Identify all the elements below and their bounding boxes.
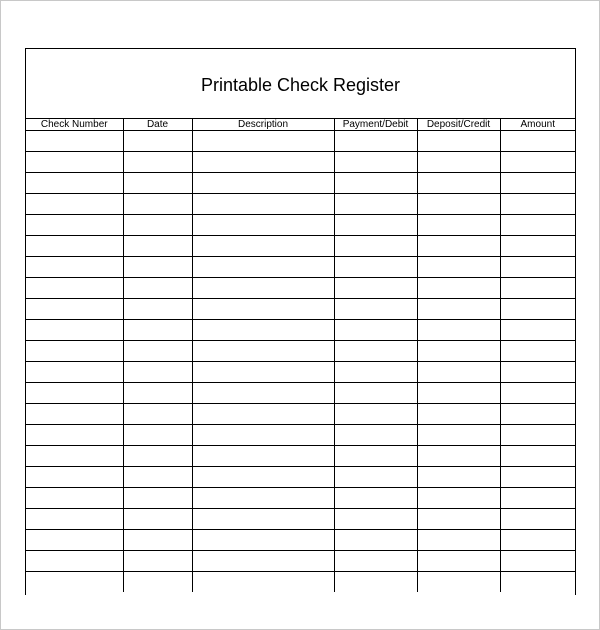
cell-amount bbox=[500, 467, 575, 488]
cell-check-number bbox=[26, 467, 123, 488]
table-row bbox=[26, 194, 575, 215]
table-row bbox=[26, 551, 575, 572]
column-header-amount: Amount bbox=[500, 119, 575, 131]
register-body bbox=[26, 131, 575, 593]
cell-payment-debit bbox=[334, 446, 417, 467]
table-row bbox=[26, 236, 575, 257]
cell-date bbox=[123, 488, 192, 509]
cell-check-number bbox=[26, 194, 123, 215]
cell-date bbox=[123, 257, 192, 278]
cell-deposit-credit bbox=[417, 362, 500, 383]
table-row bbox=[26, 530, 575, 551]
cell-description bbox=[192, 362, 334, 383]
table-row bbox=[26, 446, 575, 467]
cell-deposit-credit bbox=[417, 383, 500, 404]
table-row bbox=[26, 215, 575, 236]
table-row bbox=[26, 278, 575, 299]
table-row bbox=[26, 467, 575, 488]
cell-payment-debit bbox=[334, 152, 417, 173]
cell-check-number bbox=[26, 551, 123, 572]
check-register bbox=[25, 48, 576, 595]
cell-amount bbox=[500, 530, 575, 551]
cell-deposit-credit bbox=[417, 152, 500, 173]
cell-description bbox=[192, 194, 334, 215]
cell-description bbox=[192, 278, 334, 299]
cell-amount bbox=[500, 341, 575, 362]
table-row bbox=[26, 299, 575, 320]
cell-payment-debit bbox=[334, 257, 417, 278]
cell-amount bbox=[500, 488, 575, 509]
cell-description bbox=[192, 173, 334, 194]
cell-check-number bbox=[26, 257, 123, 278]
table-row bbox=[26, 404, 575, 425]
cell-date bbox=[123, 551, 192, 572]
cell-deposit-credit bbox=[417, 509, 500, 530]
cell-payment-debit bbox=[334, 236, 417, 257]
cell-deposit-credit bbox=[417, 404, 500, 425]
cell-check-number bbox=[26, 320, 123, 341]
cell-payment-debit bbox=[334, 131, 417, 152]
cell-description bbox=[192, 299, 334, 320]
cell-payment-debit bbox=[334, 299, 417, 320]
cell-amount bbox=[500, 299, 575, 320]
cell-date bbox=[123, 404, 192, 425]
cell-deposit-credit bbox=[417, 299, 500, 320]
cell-amount bbox=[500, 362, 575, 383]
cell-date bbox=[123, 131, 192, 152]
cell-deposit-credit bbox=[417, 215, 500, 236]
cell-check-number bbox=[26, 236, 123, 257]
cell-check-number bbox=[26, 278, 123, 299]
cell-deposit-credit bbox=[417, 341, 500, 362]
cell-amount bbox=[500, 404, 575, 425]
cell-date bbox=[123, 236, 192, 257]
cell-deposit-credit bbox=[417, 446, 500, 467]
cell-payment-debit bbox=[334, 488, 417, 509]
cell-amount bbox=[500, 320, 575, 341]
cell-payment-debit bbox=[334, 341, 417, 362]
cell-date bbox=[123, 509, 192, 530]
cell-amount bbox=[500, 446, 575, 467]
cell-date bbox=[123, 530, 192, 551]
column-header-deposit-credit: Deposit/Credit bbox=[417, 119, 500, 131]
cell-check-number bbox=[26, 215, 123, 236]
cell-check-number bbox=[26, 341, 123, 362]
cell-date bbox=[123, 467, 192, 488]
cell-amount bbox=[500, 152, 575, 173]
cell-description bbox=[192, 131, 334, 152]
table-row bbox=[26, 257, 575, 278]
cell-check-number bbox=[26, 173, 123, 194]
cell-date bbox=[123, 152, 192, 173]
cell-amount bbox=[500, 425, 575, 446]
cell-description bbox=[192, 257, 334, 278]
cell-check-number bbox=[26, 530, 123, 551]
cell-date bbox=[123, 425, 192, 446]
cell-description bbox=[192, 215, 334, 236]
cell-amount bbox=[500, 278, 575, 299]
title-area bbox=[26, 49, 575, 118]
cell-date bbox=[123, 299, 192, 320]
cell-deposit-credit bbox=[417, 572, 500, 593]
cell-check-number bbox=[26, 131, 123, 152]
cell-payment-debit bbox=[334, 278, 417, 299]
cell-check-number bbox=[26, 488, 123, 509]
header-row bbox=[26, 119, 575, 131]
cell-check-number bbox=[26, 446, 123, 467]
cell-date bbox=[123, 446, 192, 467]
cell-check-number bbox=[26, 425, 123, 446]
cell-date bbox=[123, 320, 192, 341]
cell-check-number bbox=[26, 299, 123, 320]
cell-description bbox=[192, 383, 334, 404]
table-row bbox=[26, 341, 575, 362]
table-row bbox=[26, 509, 575, 530]
cell-deposit-credit bbox=[417, 425, 500, 446]
cell-description bbox=[192, 572, 334, 593]
cell-amount bbox=[500, 173, 575, 194]
cell-check-number bbox=[26, 383, 123, 404]
table-row bbox=[26, 131, 575, 152]
cell-amount bbox=[500, 383, 575, 404]
cell-description bbox=[192, 488, 334, 509]
cell-deposit-credit bbox=[417, 551, 500, 572]
cell-check-number bbox=[26, 404, 123, 425]
cell-payment-debit bbox=[334, 215, 417, 236]
cell-date bbox=[123, 572, 192, 593]
cell-description bbox=[192, 236, 334, 257]
register-table bbox=[26, 118, 575, 592]
cell-description bbox=[192, 509, 334, 530]
cell-amount bbox=[500, 215, 575, 236]
cell-deposit-credit bbox=[417, 236, 500, 257]
cell-description bbox=[192, 404, 334, 425]
cell-deposit-credit bbox=[417, 467, 500, 488]
table-row bbox=[26, 425, 575, 446]
column-header-check-number: Check Number bbox=[26, 119, 123, 131]
table-row bbox=[26, 320, 575, 341]
cell-date bbox=[123, 383, 192, 404]
cell-deposit-credit bbox=[417, 257, 500, 278]
table-row bbox=[26, 572, 575, 593]
cell-check-number bbox=[26, 362, 123, 383]
cell-date bbox=[123, 194, 192, 215]
cell-amount bbox=[500, 551, 575, 572]
cell-description bbox=[192, 152, 334, 173]
cell-amount bbox=[500, 194, 575, 215]
cell-date bbox=[123, 278, 192, 299]
cell-check-number bbox=[26, 572, 123, 593]
cell-deposit-credit bbox=[417, 488, 500, 509]
cell-amount bbox=[500, 236, 575, 257]
cell-amount bbox=[500, 509, 575, 530]
column-header-description: Description bbox=[192, 119, 334, 131]
cell-payment-debit bbox=[334, 467, 417, 488]
table-row bbox=[26, 362, 575, 383]
cell-payment-debit bbox=[334, 194, 417, 215]
cell-date bbox=[123, 362, 192, 383]
cell-deposit-credit bbox=[417, 278, 500, 299]
column-header-payment-debit: Payment/Debit bbox=[334, 119, 417, 131]
cell-description bbox=[192, 320, 334, 341]
cell-deposit-credit bbox=[417, 131, 500, 152]
cell-description bbox=[192, 530, 334, 551]
cell-amount bbox=[500, 131, 575, 152]
table-row bbox=[26, 383, 575, 404]
cell-deposit-credit bbox=[417, 320, 500, 341]
cell-amount bbox=[500, 572, 575, 593]
cell-payment-debit bbox=[334, 551, 417, 572]
cell-payment-debit bbox=[334, 362, 417, 383]
cell-payment-debit bbox=[334, 509, 417, 530]
cell-payment-debit bbox=[334, 320, 417, 341]
cell-check-number bbox=[26, 509, 123, 530]
table-row bbox=[26, 488, 575, 509]
cell-description bbox=[192, 551, 334, 572]
cell-payment-debit bbox=[334, 404, 417, 425]
cell-description bbox=[192, 467, 334, 488]
cell-amount bbox=[500, 257, 575, 278]
table-row bbox=[26, 152, 575, 173]
cell-payment-debit bbox=[334, 173, 417, 194]
cell-payment-debit bbox=[334, 530, 417, 551]
cell-deposit-credit bbox=[417, 194, 500, 215]
cell-deposit-credit bbox=[417, 530, 500, 551]
cell-description bbox=[192, 446, 334, 467]
cell-description bbox=[192, 341, 334, 362]
table-row bbox=[26, 173, 575, 194]
page-title: Printable Check Register bbox=[200, 75, 401, 95]
cell-deposit-credit bbox=[417, 173, 500, 194]
column-header-date: Date bbox=[123, 119, 192, 131]
cell-description bbox=[192, 425, 334, 446]
cell-payment-debit bbox=[334, 425, 417, 446]
cell-payment-debit bbox=[334, 572, 417, 593]
cell-check-number bbox=[26, 152, 123, 173]
cell-date bbox=[123, 173, 192, 194]
cell-date bbox=[123, 341, 192, 362]
cell-payment-debit bbox=[334, 383, 417, 404]
cell-date bbox=[123, 215, 192, 236]
